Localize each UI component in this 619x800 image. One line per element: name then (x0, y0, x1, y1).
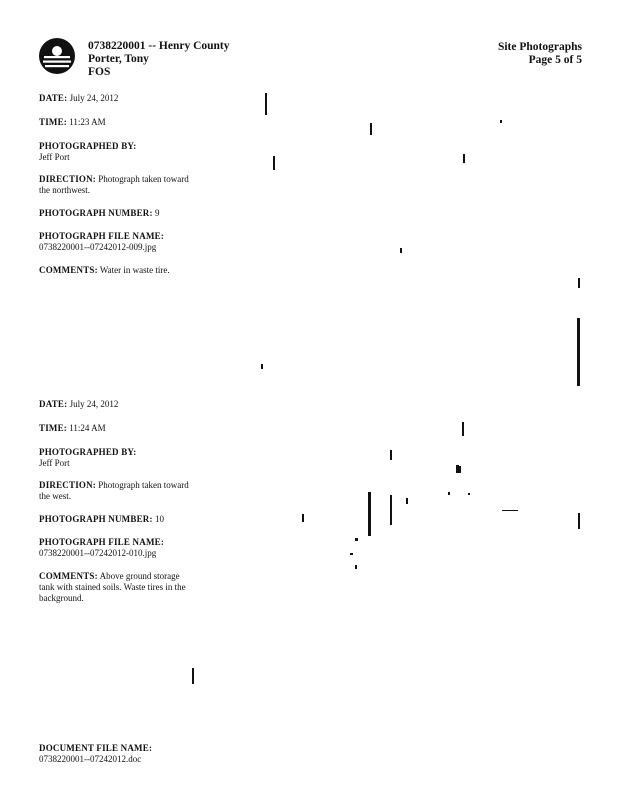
file-row (39, 537, 189, 559)
file-value: 0738220001--07242012-010.jpg (39, 548, 157, 558)
comments-label: COMMENTS: (39, 265, 98, 275)
number-label: PHOTOGRAPH NUMBER: (39, 514, 153, 524)
date-row (39, 93, 189, 104)
file-row (39, 231, 189, 253)
photographer-label: PHOTOGRAPHED BY: (39, 447, 137, 457)
photographer-value: Jeff Port (39, 152, 70, 162)
doc-file-label: DOCUMENT FILE NAME: (39, 743, 153, 753)
date-value: July 24, 2012 (69, 93, 119, 103)
doc-file-value: 0738220001--07242012.doc (39, 754, 142, 764)
comments-row (39, 571, 189, 604)
photo-9-image (195, 88, 585, 388)
file-label: PHOTOGRAPH FILE NAME: (39, 537, 165, 547)
number-value: 10 (154, 514, 164, 524)
number-row (39, 208, 189, 219)
direction-label: DIRECTION: (39, 174, 97, 184)
file-label: PHOTOGRAPH FILE NAME: (39, 231, 165, 241)
direction-label: DIRECTION: (39, 480, 97, 490)
number-value: 9 (154, 208, 160, 218)
comments-value: Above ground storage tank with stained soils. Waste tires in the background. (39, 571, 186, 603)
direction-value: Photograph taken toward the west. (39, 480, 189, 501)
site-id-county: 0738220001 -- Henry County (88, 40, 230, 52)
photo-10-info (39, 399, 189, 604)
comments-value: Water in waste tire. (99, 265, 170, 275)
document-file-info (39, 743, 289, 765)
time-label: TIME: (39, 117, 67, 127)
direction-value: Photograph taken toward the northwest. (39, 174, 189, 195)
photographer-row (39, 447, 189, 469)
file-value: 0738220001--07242012-009.jpg (39, 242, 157, 252)
number-row (39, 514, 189, 525)
comments-row (39, 265, 189, 276)
photographer-label: PHOTOGRAPHED BY: (39, 141, 137, 151)
time-value: 11:23 AM (69, 117, 106, 127)
header-page-info (498, 41, 582, 67)
section-title: Site Photographs (497, 41, 582, 53)
photographer-row (39, 141, 189, 163)
number-label: PHOTOGRAPH NUMBER: (39, 208, 153, 218)
date-value: July 24, 2012 (69, 399, 119, 409)
date-label: DATE: (39, 399, 68, 409)
agency-logo (38, 37, 76, 75)
comments-label: COMMENTS: (39, 571, 98, 581)
owner-name: Porter, Tony (88, 53, 149, 65)
office-code: FOS (88, 66, 111, 78)
photo-9-info (39, 93, 189, 276)
photo-10-image (190, 410, 585, 695)
time-row (39, 117, 189, 128)
date-row (39, 399, 189, 410)
direction-row (39, 480, 189, 502)
date-label: DATE: (39, 93, 68, 103)
direction-row (39, 174, 189, 196)
photographer-value: Jeff Port (39, 458, 70, 468)
page-number: Page 5 of 5 (528, 54, 582, 66)
time-label: TIME: (39, 423, 67, 433)
time-row (39, 423, 189, 434)
time-value: 11:24 AM (69, 423, 106, 433)
header-site-info (88, 40, 230, 79)
